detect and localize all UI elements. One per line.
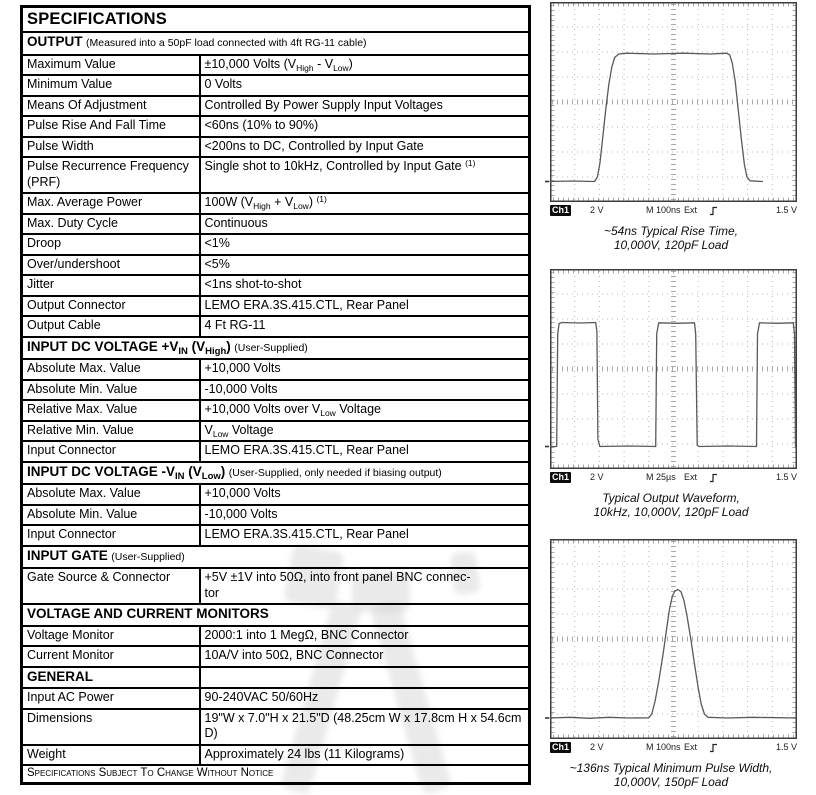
section-row — [22, 32, 530, 55]
section-header-input-gate — [22, 546, 530, 569]
graticule — [552, 541, 795, 737]
scope-caption — [544, 761, 798, 789]
scope-caption-line: ~136ns Typical Minimum Pulse Width, — [569, 761, 773, 775]
spec-row — [22, 745, 530, 766]
spec-row — [22, 709, 530, 745]
spec-label-cell: Maximum Value — [22, 55, 200, 76]
spec-label-cell: Absolute Min. Value — [22, 505, 200, 526]
spec-row — [22, 193, 530, 214]
spec-label-cell: Pulse Width — [22, 137, 200, 158]
spec-title: SPECIFICATIONS — [22, 7, 530, 33]
scope-caption-line: 10kHz, 10,000V, 120pF Load — [593, 505, 749, 519]
rising-edge-trigger-icon — [709, 206, 718, 216]
spec-label-cell: Relative Max. Value — [22, 400, 200, 421]
section-title: INPUT DC VOLTAGE $-V_{IN}$ $(V_{Low})$ — [27, 463, 226, 482]
spec-value-cell: +10,000 Volts — [200, 359, 530, 380]
spec-label-cell: Absolute Min. Value — [22, 380, 200, 401]
spec-value-cell: LEMO ERA.3S.415.CTL, Rear Panel — [200, 525, 530, 546]
spec-value-cell: -10,000 Volts — [200, 380, 530, 401]
spec-row — [22, 255, 530, 276]
spec-label-cell: Minimum Value — [22, 75, 200, 96]
scope-caption — [544, 224, 798, 252]
timebase: M 100ns — [646, 205, 681, 215]
section-note: (Measured into a 50pF load connected with 4ft RG-11 cable) — [85, 37, 367, 49]
section-title: INPUT GATE — [27, 547, 108, 563]
section-title: OUTPUT — [27, 34, 83, 49]
section-header-output — [22, 32, 530, 55]
spec-label-cell: Weight — [22, 745, 200, 766]
spec-value-cell: 2000:1 into 1 MegΩ, BNC Connector — [200, 626, 530, 647]
scope-screen — [544, 269, 798, 471]
spec-row — [22, 646, 530, 667]
spec-row — [22, 96, 530, 117]
spec-row — [22, 75, 530, 96]
spec-label-cell: Means Of Adjustment — [22, 96, 200, 117]
scope-caption-line: 10,000V, 120pF Load — [613, 238, 729, 252]
trigger-source: Ext — [684, 742, 698, 752]
spec-value-cell: Continuous — [200, 214, 530, 235]
spec-label-cell: Output Connector — [22, 296, 200, 317]
spec-row — [22, 441, 530, 462]
spec-row — [22, 316, 530, 337]
spec-value-cell: 100W $(V_{High} + V_{Low})$ $^{(1)}$ — [200, 193, 530, 214]
spec-label-cell: Dimensions — [22, 709, 200, 745]
spec-row — [22, 157, 530, 193]
spec-label-cell: Absolute Max. Value — [22, 359, 200, 380]
rising-edge-trigger-icon — [709, 743, 718, 753]
section-note: (User-Supplied) — [111, 550, 185, 563]
rising-edge-trigger-icon — [709, 473, 718, 483]
spec-row — [22, 296, 530, 317]
specifications-table — [20, 5, 531, 785]
spec-label-cell: Absolute Max. Value — [22, 484, 200, 505]
spec-value-cell: 0 Volts — [200, 75, 530, 96]
spec-label-cell: Current Monitor — [22, 646, 200, 667]
section-header-input-dc-vlow — [22, 462, 530, 485]
spec-label-cell: Droop — [22, 234, 200, 255]
trigger-level: 1.5 V — [775, 472, 797, 482]
spec-footer: Specifications Subject To Change Without Notice — [22, 765, 530, 784]
spec-value-cell: LEMO ERA.3S.415.CTL, Rear Panel — [200, 441, 530, 462]
scope-3-min-pulse-width — [544, 539, 798, 789]
spec-value-cell: 19"W x 7.0"H x 21.5"D (48.25cm W x 17.8cm H x 54.6cm D) — [200, 709, 530, 745]
scope-readout — [550, 742, 797, 755]
spec-row — [22, 421, 530, 442]
waveform-trace — [550, 590, 796, 719]
spec-row — [22, 359, 530, 380]
spec-row — [22, 400, 530, 421]
spec-value-cell: 90-240VAC 50/60Hz — [200, 688, 530, 709]
scope-readout — [550, 205, 797, 218]
spec-label-cell: Pulse Rise And Fall Time — [22, 116, 200, 137]
spec-value-cell: <1ns shot-to-shot — [200, 275, 530, 296]
scope-2-output-waveform — [544, 269, 798, 519]
spec-label-cell: Pulse Recurrence Frequency (PRF) — [22, 157, 200, 193]
spec-value-cell: +5V ±1V into 50Ω, into front panel BNC connec- tor — [200, 568, 530, 604]
scope-1-rise-time — [544, 2, 798, 252]
spec-row — [22, 505, 530, 526]
spec-row — [22, 116, 530, 137]
trigger-level: 1.5 V — [775, 742, 797, 752]
trigger-source: Ext — [684, 205, 698, 215]
scope-caption — [544, 491, 798, 519]
spec-label-cell: Relative Min. Value — [22, 421, 200, 442]
spec-value-cell: $V_{Low}$ Voltage — [200, 421, 530, 442]
spec-value-cell: +10,000 Volts — [200, 484, 530, 505]
volts-per-div: 2 V — [590, 742, 604, 752]
scope-screen — [544, 2, 798, 204]
title-row — [22, 7, 530, 33]
spec-value-cell: LEMO ERA.3S.415.CTL, Rear Panel — [200, 296, 530, 317]
spec-row — [22, 568, 530, 604]
spec-value-cell: 4 Ft RG-11 — [200, 316, 530, 337]
section-header-spacer — [200, 667, 530, 689]
spec-label-cell: Output Cable — [22, 316, 200, 337]
scope-caption-line: ~54ns Typical Rise Time, — [603, 224, 739, 238]
spec-value-cell: Approximately 24 lbs (11 Kilograms) — [200, 745, 530, 766]
spec-label-cell: Over/undershoot — [22, 255, 200, 276]
scope-readout — [550, 472, 797, 485]
section-header-monitors — [22, 604, 530, 626]
section-row — [22, 462, 530, 485]
spec-value-cell: ±10,000 Volts $(V_{High} - V_{Low})$ — [200, 55, 530, 76]
spec-label-cell: Voltage Monitor — [22, 626, 200, 647]
graticule — [552, 4, 795, 200]
spec-label-cell: Gate Source & Connector — [22, 568, 200, 604]
section-header-general — [22, 667, 200, 689]
spec-label-cell: Input AC Power — [22, 688, 200, 709]
spec-value-cell: <5% — [200, 255, 530, 276]
trigger-level: 1.5 V — [775, 205, 797, 215]
spec-row — [22, 380, 530, 401]
spec-table-body — [22, 7, 530, 784]
spec-row — [22, 275, 530, 296]
channel-badge: Ch1 — [552, 472, 570, 482]
spec-row — [22, 688, 530, 709]
spec-label-cell: Input Connector — [22, 441, 200, 462]
section-row — [22, 546, 530, 569]
footer-row — [22, 765, 530, 784]
spec-label-cell: Input Connector — [22, 525, 200, 546]
spec-row — [22, 55, 530, 76]
section-title: GENERAL — [27, 668, 94, 684]
spec-label-cell: Jitter — [22, 275, 200, 296]
spec-row — [22, 626, 530, 647]
section-note: (User-Supplied, only needed if biasing output) — [228, 466, 442, 479]
section-row — [22, 337, 530, 360]
spec-value-cell: <60ns (10% to 90%) — [200, 116, 530, 137]
spec-value-cell: <200ns to DC, Controlled by Input Gate — [200, 137, 530, 158]
spec-label-cell: Max. Average Power — [22, 193, 200, 214]
section-title: INPUT DC VOLTAGE $+V_{IN}$ $(V_{High})$ — [27, 338, 231, 357]
timebase: M 25µs — [646, 472, 676, 482]
spec-row — [22, 484, 530, 505]
spec-value-cell: <1% — [200, 234, 530, 255]
spec-value-cell: -10,000 Volts — [200, 505, 530, 526]
section-title: VOLTAGE AND CURRENT MONITORS — [27, 606, 269, 621]
volts-per-div: 2 V — [590, 205, 604, 215]
spec-value-cell: Controlled By Power Supply Input Voltages — [200, 96, 530, 117]
trigger-source: Ext — [684, 472, 698, 482]
spec-row — [22, 234, 530, 255]
graticule — [552, 271, 795, 467]
section-row — [22, 604, 530, 626]
scope-screen — [544, 539, 798, 741]
spec-value-cell: +10,000 Volts over $V_{Low}$ Voltage — [200, 400, 530, 421]
spec-row — [22, 137, 530, 158]
timebase: M 100ns — [646, 742, 681, 752]
channel-badge: Ch1 — [552, 205, 570, 215]
scope-caption-line: Typical Output Waveform, — [602, 491, 740, 505]
section-note: (User-Supplied) — [234, 341, 308, 354]
spec-row — [22, 214, 530, 235]
spec-label-cell: Max. Duty Cycle — [22, 214, 200, 235]
spec-row — [22, 525, 530, 546]
channel-badge: Ch1 — [552, 742, 570, 752]
scope-caption-line: 10,000V, 150pF Load — [613, 775, 729, 789]
waveform-trace — [550, 53, 762, 181]
section-row — [22, 667, 530, 689]
spec-value-cell: Single shot to 10kHz, Controlled by Input Gate $^{(1)}$ — [200, 157, 530, 193]
spec-value-cell: 10A/V into 50Ω, BNC Connector — [200, 646, 530, 667]
volts-per-div: 2 V — [590, 472, 604, 482]
section-header-input-dc-vhigh — [22, 337, 530, 360]
